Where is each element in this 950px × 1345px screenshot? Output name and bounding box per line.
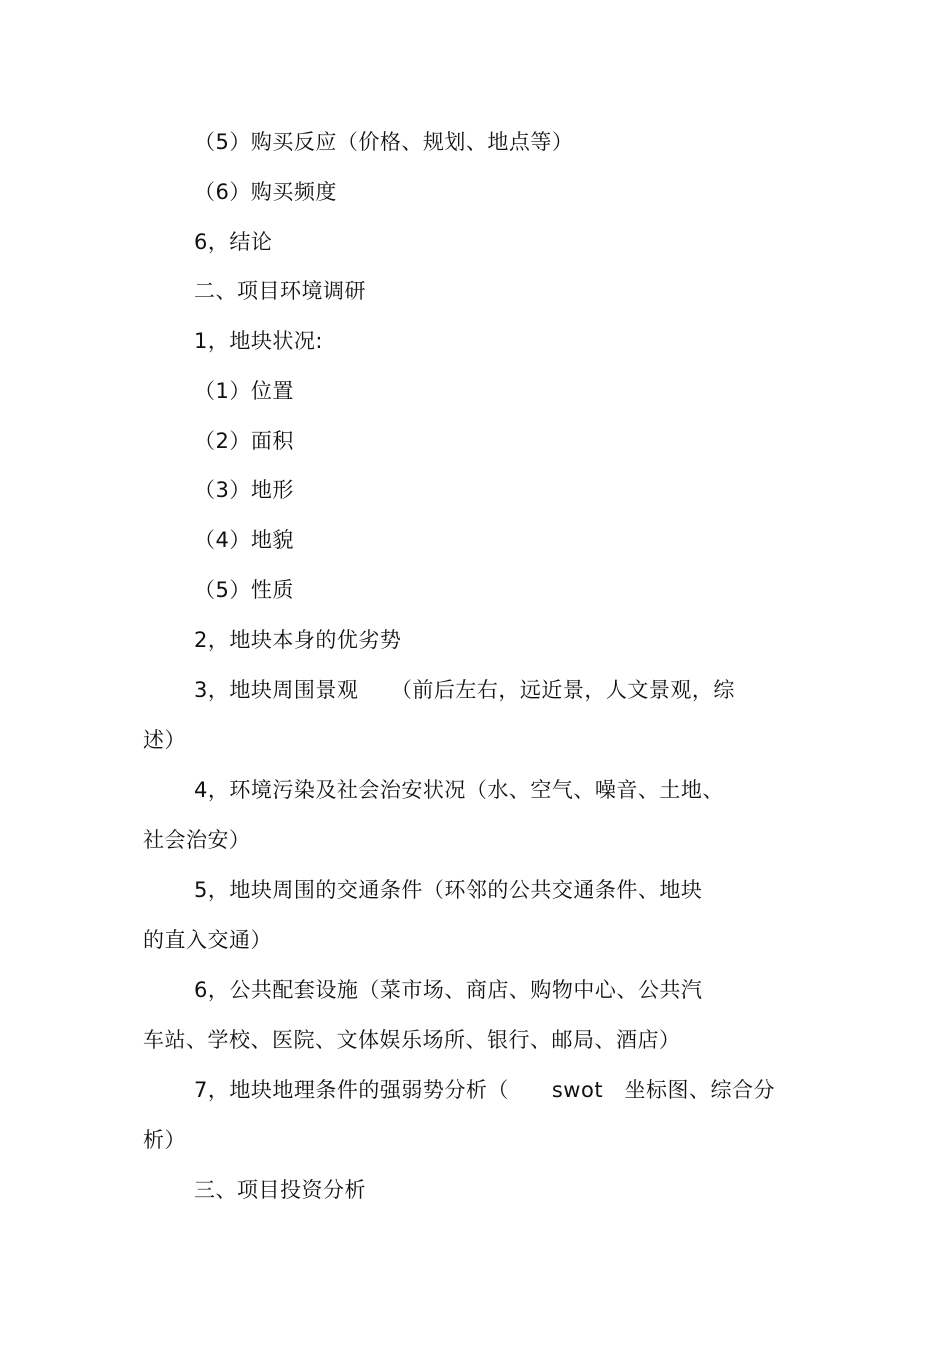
list-item-location: （1）位置 [194,379,294,403]
list-item-nature: （5）性质 [194,578,294,602]
list-item-plot-status: 1，地块状况: [194,329,323,353]
list-item-pollution-security-cont: 社会治安） [143,828,251,852]
list-item-strengths-weaknesses: 2，地块本身的优劣势 [194,628,402,652]
list-item-public-facilities-cont: 车站、学校、医院、文体娱乐场所、银行、邮局、酒店） [143,1028,681,1052]
list-item-pollution-security: 4，环境污染及社会治安状况（水、空气、噪音、土地、 [194,778,724,802]
list-item-public-facilities: 6，公共配套设施（菜市场、商店、购物中心、公共汽 [194,978,703,1002]
list-item-purchase-reaction: （5）购买反应（价格、规划、地点等） [194,130,574,154]
list-item-swot: 7，地块地理条件的强弱势分析（ swot 坐标图、综合分 [194,1078,776,1102]
list-item-landscape-cont: 述） [143,728,186,752]
list-item-landscape: 3，地块周围景观 （前后左右，远近景，人文景观，综 [194,678,735,702]
list-item-terrain: （3）地形 [194,478,294,502]
list-item-landform: （4）地貌 [194,528,294,552]
section-heading-investment: 三、项目投资分析 [194,1178,366,1202]
list-item-swot-cont: 析） [143,1128,186,1152]
section-heading-environment: 二、项目环境调研 [194,279,366,303]
list-item-area: （2）面积 [194,429,294,453]
list-item-conclusion: 6，结论 [194,230,273,254]
list-item-purchase-frequency: （6）购买频度 [194,180,337,204]
list-item-traffic: 5，地块周围的交通条件（环邻的公共交通条件、地块 [194,878,703,902]
list-item-traffic-cont: 的直入交通） [143,928,272,952]
